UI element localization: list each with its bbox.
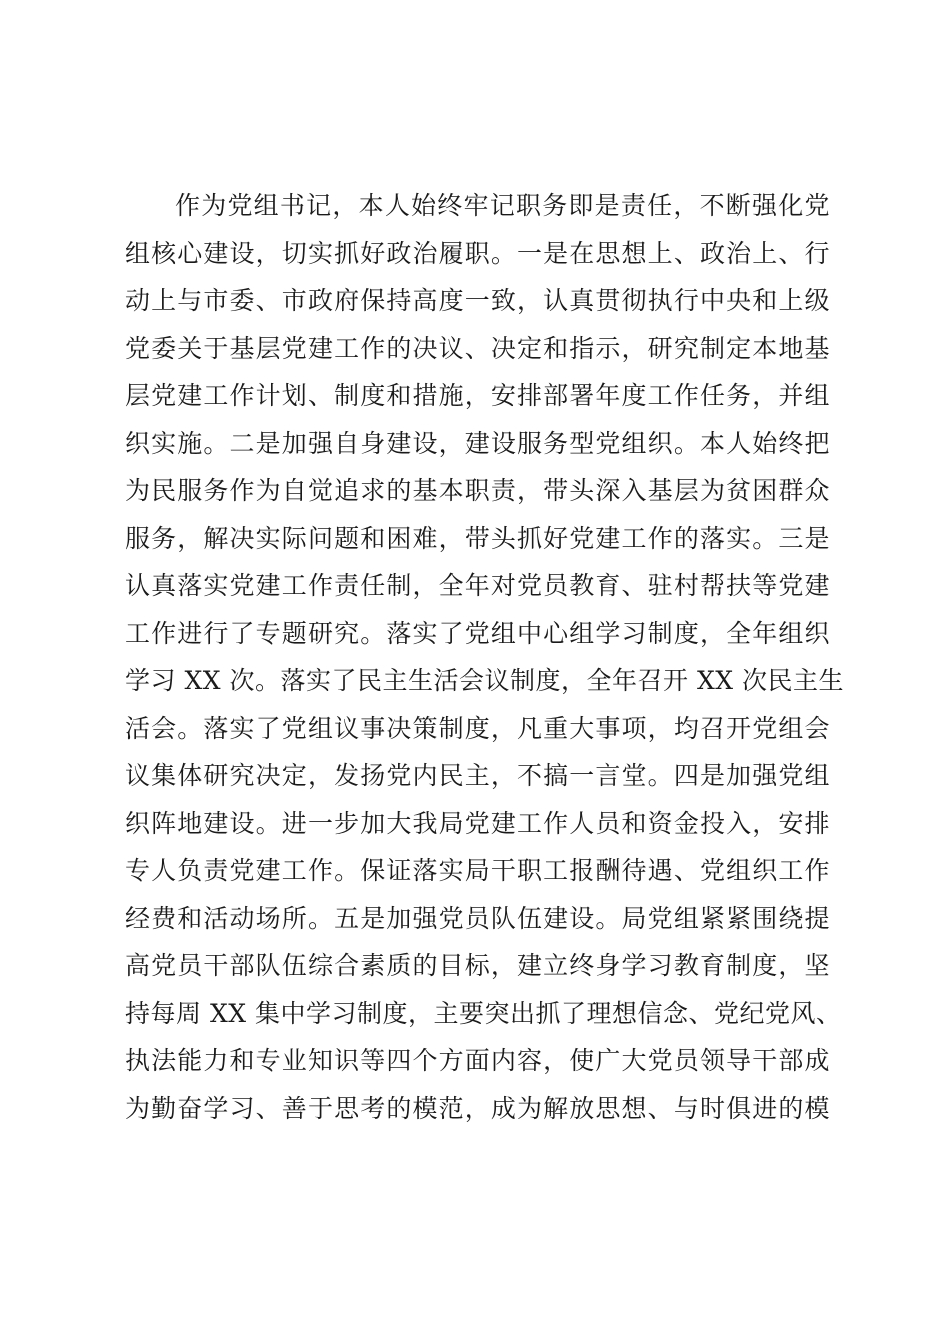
paragraph-line: 工作进行了专题研究。落实了党组中心组学习制度，全年组织 bbox=[125, 618, 830, 648]
paragraph-line: 议集体研究决定，发扬党内民主，不搞一言堂。四是加强党组 bbox=[125, 761, 830, 790]
paragraph-line: 为民服务作为自觉追求的基本职责，带头深入基层为贫困群众 bbox=[125, 476, 830, 505]
paragraph-line: 学习 XX 次。落实了民主生活会议制度，全年召开 XX 次民主生 bbox=[125, 666, 844, 695]
paragraph-line: 层党建工作计划、制度和措施，安排部署年度工作任务，并组 bbox=[125, 381, 830, 410]
paragraph-line: 党委关于基层党建工作的决议、决定和指示，研究制定本地基 bbox=[125, 333, 830, 363]
paragraph-line: 认真落实党建工作责任制，全年对党员教育、驻村帮扶等党建 bbox=[125, 571, 830, 600]
paragraph-line: 为勤奋学习、善于思考的模范，成为解放思想、与时俱进的模 bbox=[125, 1093, 830, 1123]
paragraph-line: 持每周 XX 集中学习制度，主要突出抓了理想信念、党纪党风、 bbox=[125, 998, 842, 1028]
body-paragraph bbox=[125, 182, 844, 1132]
paragraph-line: 活会。落实了党组议事决策制度，凡重大事项，均召开党组会 bbox=[125, 713, 830, 743]
paragraph-line: 高党员干部队伍综合素质的目标，建立终身学习教育制度，坚 bbox=[125, 951, 830, 980]
paragraph-line: 执法能力和专业知识等四个方面内容，使广大党员领导干部成 bbox=[125, 1046, 830, 1075]
paragraph-line: 经费和活动场所。五是加强党员队伍建设。局党组紧紧围绕提 bbox=[125, 903, 830, 933]
paragraph-line: 组核心建设，切实抓好政治履职。一是在思想上、政治上、行 bbox=[125, 238, 830, 268]
paragraph-line: 织阵地建设。进一步加大我局党建工作人员和资金投入，安排 bbox=[125, 808, 830, 838]
paragraph-line: 服务，解决实际问题和困难，带头抓好党建工作的落实。三是 bbox=[125, 523, 830, 553]
paragraph-line: 动上与市委、市政府保持高度一致，认真贯彻执行中央和上级 bbox=[125, 286, 830, 315]
paragraph-line: 织实施。二是加强自身建设，建设服务型党组织。本人始终把 bbox=[125, 428, 830, 458]
paragraph-line: 作为党组书记，本人始终牢记职务即是责任，不断强化党 bbox=[175, 191, 830, 220]
paragraph-line: 专人负责党建工作。保证落实局干职工报酬待遇、党组织工作 bbox=[125, 856, 830, 885]
